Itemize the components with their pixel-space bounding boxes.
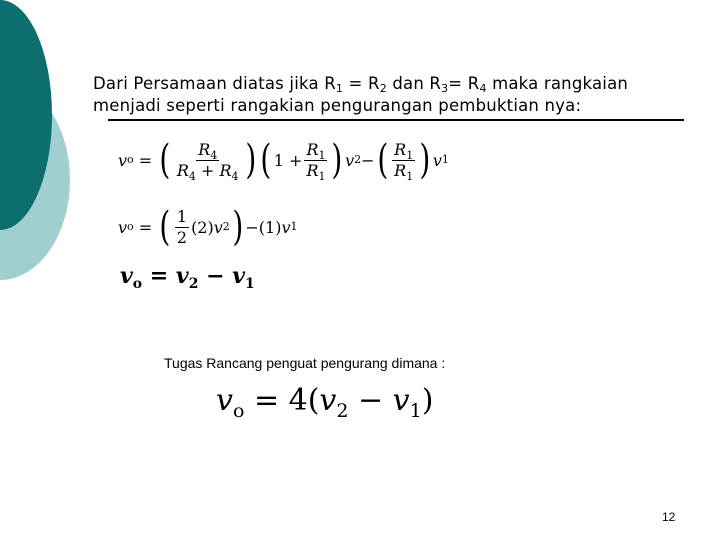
fraction-one-half: $\frac{1}{2}$	[176, 206, 188, 247]
teal-circle-decoration	[0, 0, 120, 300]
task-equation: $v_o = 4(v_2 - v_1)$	[216, 383, 434, 422]
equation-1: v o = ( $\frac{R_4}{R_4 + R_4}$ ) ( 1 + $\frac{R_1}{R_1}$ ) v 2 − ( $\frac{R_1}{R_1}$ ) v 1	[118, 137, 449, 183]
task-label: Tugas Rancang penguat pengurang dimana :	[164, 355, 446, 371]
page-number: 12	[662, 510, 676, 524]
header-line-2: menjadi seperti rangakian pengurangan pembuktian nya:	[93, 96, 582, 115]
fraction-r1-over-r1-a: $\frac{R_1}{R_1}$	[306, 139, 326, 183]
slide-text-block	[93, 73, 693, 117]
equation-2: v o = ( $\frac{1}{2}$ (2) v 2 ) − (1) v 1	[118, 204, 298, 250]
underline-rule	[108, 119, 684, 121]
header-line-1: Dari Persamaan diatas jika $R_1 = R_2$ dan $R_3= R_4$ maka rangkaian	[93, 74, 629, 95]
equation-3-result: $v_o = v_2 - v_1$	[120, 263, 255, 292]
fraction-r1-over-r1-b: $\frac{R_1}{R_1}$	[394, 139, 414, 183]
fraction-r4-over-sum: $\frac{R_4}{R_4 + R_4}$	[176, 139, 239, 183]
